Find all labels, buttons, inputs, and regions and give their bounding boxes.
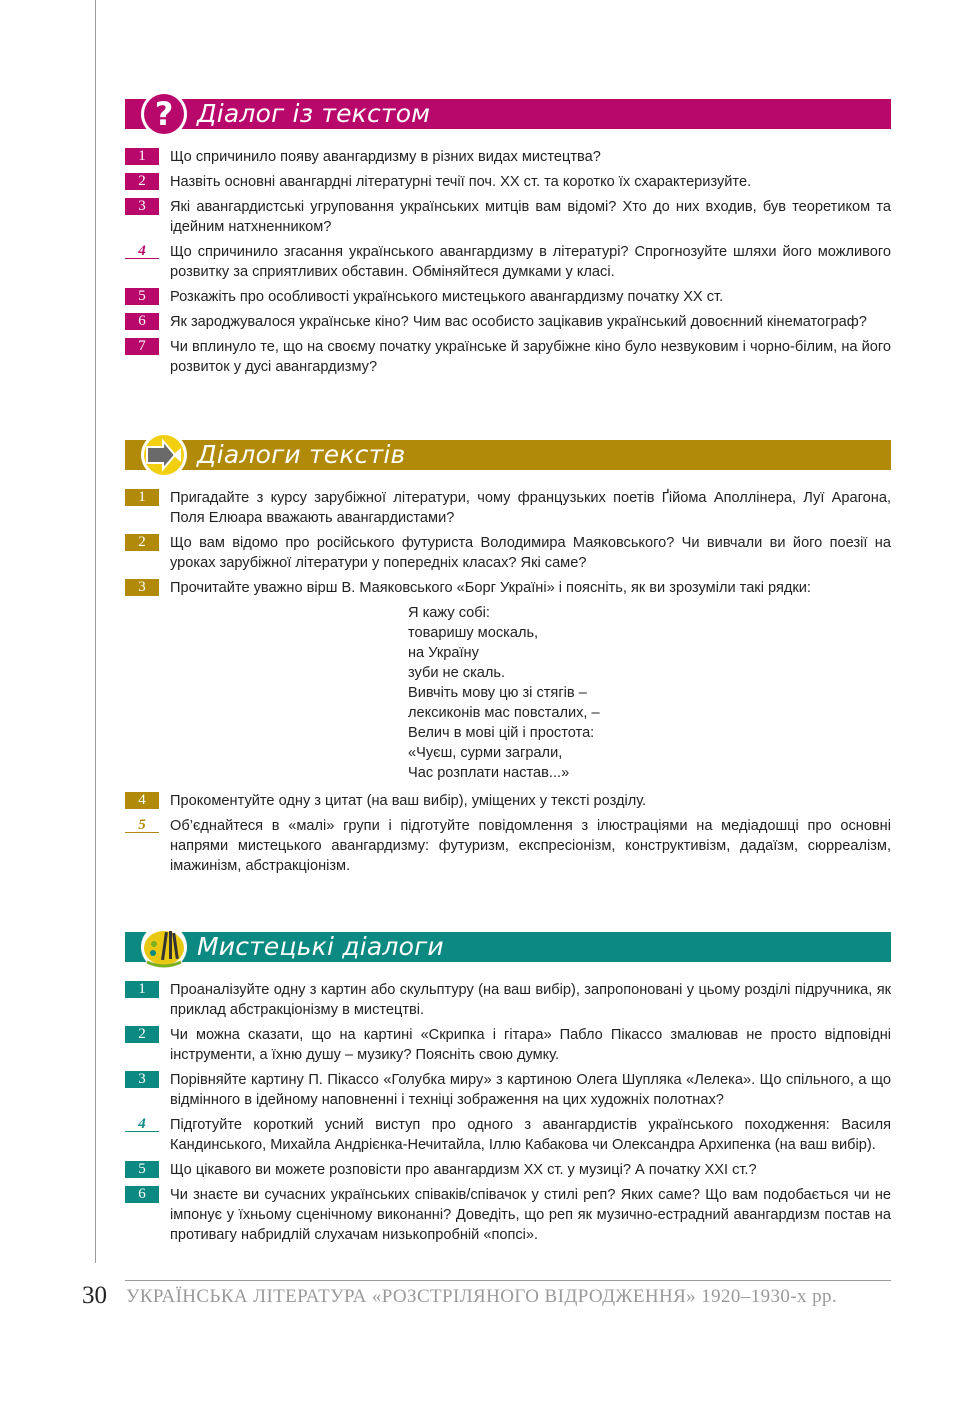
list-item [125, 147, 891, 167]
list-item [125, 816, 891, 876]
item-number: 1 [125, 489, 159, 506]
item-text: Які авангардистські угруповання українських митців вам відомі? Хто до них входив, був теоретиком та ідейним натхненником? [170, 199, 891, 235]
palette-icon [139, 922, 189, 972]
item-number: 2 [125, 1026, 159, 1043]
item-text: Що спричинило згасання українського авангардизму в літературі? Спрогнозуйте шляхи його можливого розвитку за сприятливих обставин. Обміняйтеся думками у класі. [170, 244, 891, 280]
list-item [125, 197, 891, 237]
poem-line: Час розплати настав...» [408, 765, 570, 781]
item-text: Що спричинило появу авангардизму в різних видах мистецтва? [170, 149, 601, 165]
item-number: 2 [125, 534, 159, 551]
item-text: Пригадайте з курсу зарубіжної літератури, чому французьких поетів Ґійома Аполлінера, Луї Арагона, Поля Елюара вважають авангардистами? [170, 490, 891, 526]
item-number: 3 [125, 1071, 159, 1088]
item-text: Прочитайте уважно вірш В. Маяковського «Борг Україні» і поясніть, як ви зрозуміли такі рядки: [170, 580, 811, 596]
item-text: Чи вплинуло те, що на своєму початку українське й зарубіжне кіно було незвуковим і чорно-білим, на його розвиток у дусі авангардизму? [170, 339, 891, 375]
list-item [125, 791, 891, 811]
item-text: Як зароджувалося українське кіно? Чим вас особисто зацікавив український довоєнний кінематограф? [170, 314, 867, 330]
section-title: Діалог із текстом [197, 99, 431, 128]
item-number: 7 [125, 338, 159, 355]
svg-text:?: ? [154, 95, 174, 133]
question-list [125, 980, 891, 1245]
poem-line: на Україну [408, 645, 479, 661]
item-number: 3 [125, 198, 159, 215]
section-header [125, 95, 891, 133]
item-number: 6 [125, 313, 159, 330]
item-text: Назвіть основні авангардні літературні течії поч. ХХ ст. та коротко їх схарактеризуйте. [170, 174, 752, 190]
poem-line: зуби не скаль. [408, 665, 506, 681]
question-list [125, 488, 891, 876]
item-number: 5 [125, 817, 159, 833]
poem-line: товаришу москаль, [408, 625, 539, 641]
section-header [125, 440, 891, 470]
item-text: Прокоментуйте одну з цитат (на ваш вибір), уміщених у тексті розділу. [170, 793, 647, 809]
item-number: 3 [125, 579, 159, 596]
list-item [125, 1185, 891, 1245]
poem-line: Я кажу собі: [408, 605, 490, 621]
list-item [125, 172, 891, 192]
item-text: Чи можна сказати, що на картині «Скрипка і гітара» Пабло Пікассо змалював не просто відповідні інструменти, а їхню душу – музику? Поясніть свою думку. [170, 1027, 891, 1063]
list-item [125, 488, 891, 528]
item-text: Чи знаєте ви сучасних українських співаків/співачок у стилі реп? Яких саме? Що вам подобається чи не імпонує у їхньому сценічному виконанні? Доведіть, що реп як музично-естрадний авангардизм постав на противагу набридлій слухачам низькопробній «попсі». [170, 1187, 891, 1243]
item-text: Об’єднайтеся в «малі» групи і підготуйте повідомлення з ілюстраціями на медіадошці про основні напрями мистецького авангардизму: футуризм, експресіонізм, конструктивізм, дадаїзм, сюрреалізм, імажинізм, абстракціонізм. [170, 818, 891, 874]
list-item [125, 287, 891, 307]
item-number: 2 [125, 173, 159, 190]
item-number: 4 [125, 243, 159, 259]
page-number: 30 [82, 1282, 107, 1309]
poem-line: Велич в мові цій і простота: [408, 725, 595, 741]
poem-line: Вивчіть мову цю зі стягів – [408, 685, 587, 701]
section-art-dialogues [125, 932, 891, 1250]
list-item [125, 337, 891, 377]
item-number: 4 [125, 1116, 159, 1132]
list-item [125, 1025, 891, 1065]
list-item [125, 533, 891, 573]
list-item [125, 980, 891, 1020]
item-text: Проаналізуйте одну з картин або скульптуру (на ваш вибір), запропоновані у цьому розділі підручника, як приклад абстракціонізму в мистецтві. [170, 982, 891, 1018]
margin-line [95, 0, 96, 1263]
list-item [125, 578, 891, 598]
section-dialog-with-text [125, 95, 891, 382]
arrows-dialog-icon [139, 430, 189, 480]
item-number: 6 [125, 1186, 159, 1203]
item-text: Порівняйте картину П. Пікассо «Голубка миру» з картиною Олега Шупляка «Лелека». Що спільного, а що відмінного в ідейному наповненні і техніці зображення на цих художніх полотнах? [170, 1072, 891, 1108]
list-item [125, 1070, 891, 1110]
list-item [125, 1160, 891, 1180]
running-title: УКРАЇНСЬКА ЛІТЕРАТУРА «РОЗСТРІЛЯНОГО ВІДРОДЖЕННЯ» 1920–1930-х рр. [126, 1286, 838, 1307]
item-text: Що цікавого ви можете розповісти про авангардизм ХХ ст. у музиці? А початку ХХІ ст.? [170, 1162, 757, 1178]
question-icon [139, 89, 189, 139]
item-number: 4 [125, 792, 159, 809]
footer-divider [125, 1280, 891, 1281]
section-dialogues-of-texts [125, 440, 891, 881]
poem-quote [408, 603, 891, 783]
item-number: 5 [125, 288, 159, 305]
list-item [125, 312, 891, 332]
poem-line: лексиконів мас повсталих, – [408, 705, 600, 721]
item-text: Що вам відомо про російського футуриста Володимира Маяковського? Чи вивчали ви його поезії на уроках зарубіжної літератури у попередніх класах? Які саме? [170, 535, 891, 571]
item-number: 5 [125, 1161, 159, 1178]
section-title: Мистецькі діалоги [197, 932, 444, 961]
item-text: Розкажіть про особливості українського мистецького авангардизму початку ХХ ст. [170, 289, 724, 305]
item-number: 1 [125, 148, 159, 165]
item-text: Підготуйте короткий усний виступ про одного з авангардистів українського походження: Василя Кандинського, Михайла Андрієнка-Нечитайла, Іллю Кабакова чи Олександра Архипенка (на ваш вибір). [170, 1117, 891, 1153]
section-title: Діалоги текстів [197, 440, 406, 469]
list-item [125, 242, 891, 282]
section-header [125, 932, 891, 962]
question-list [125, 147, 891, 377]
item-number: 1 [125, 981, 159, 998]
poem-line: «Чуєш, сурми заграли, [408, 745, 563, 761]
list-item [125, 1115, 891, 1155]
